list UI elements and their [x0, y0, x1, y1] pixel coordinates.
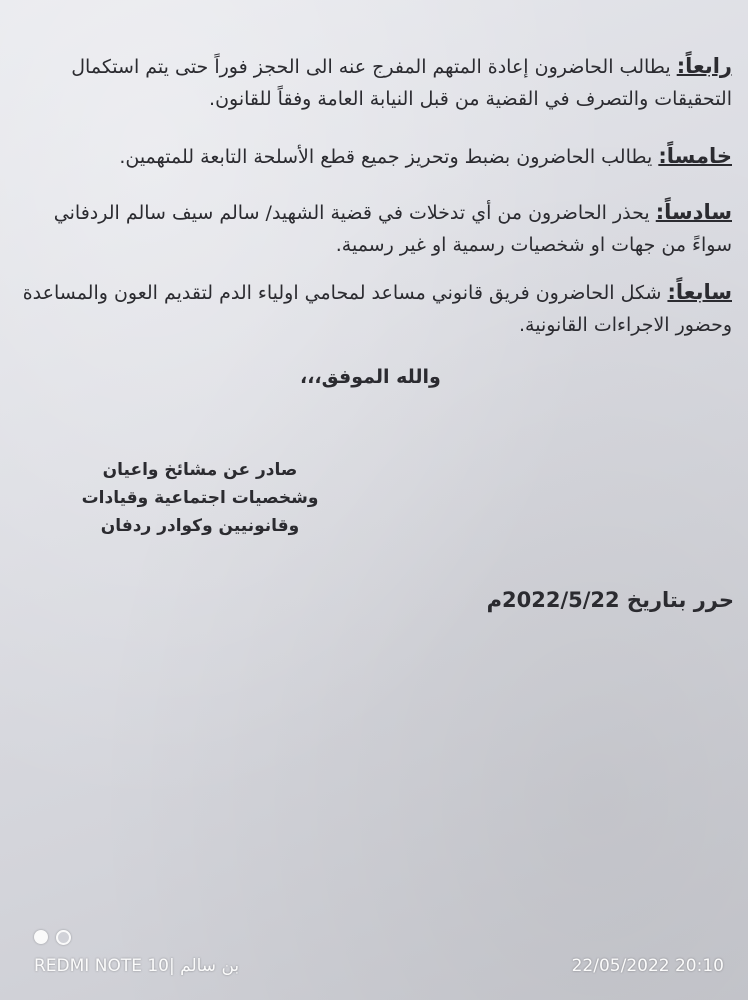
photo-timestamp: 22/05/2022 20:10	[571, 956, 724, 976]
paragraph-sixth	[14, 196, 732, 261]
closing-phrase: والله الموفق،،،	[300, 366, 441, 388]
paragraph-sixth-heading: سادساً:	[655, 200, 732, 224]
paragraph-seventh-text: شكل الحاضرون فريق قانوني مساعد لمحامي اولياء الدم لتقديم العون والمساعدة وحضور الاجراءات القانونية.	[22, 282, 732, 336]
document-date: حرر بتاريخ 2022/5/22م	[486, 588, 734, 612]
signature-line: صادر عن مشائخ واعيان	[102, 460, 298, 480]
paragraph-fifth	[14, 140, 732, 173]
signature-block	[70, 456, 330, 540]
paragraph-fifth-text: يطالب الحاضرون بضبط وتحريز جميع قطع الأسلحة التابعة للمتهمين.	[119, 146, 659, 168]
paragraph-fourth-text: يطالب الحاضرون إعادة المتهم المفرج عنه الى الحجز فوراً حتى يتم استكمال التحقيقات والتصرف في القضية من قبل النيابة العامة وفقاً للقانون.	[71, 56, 732, 110]
paragraph-fourth-heading: رابعاً:	[676, 54, 732, 78]
paragraph-fifth-heading: خامساً:	[658, 144, 732, 168]
signature-line: وشخصيات اجتماعية وقيادات	[81, 488, 319, 508]
hollow-dot-icon	[56, 930, 71, 945]
signature-line: وقانونيين وكوادر ردفان	[100, 516, 300, 536]
filled-dot-icon	[34, 930, 48, 944]
photo-watermark	[34, 950, 724, 984]
device-label: REDMI NOTE 10| بن سالم	[34, 956, 240, 976]
paragraph-seventh	[14, 276, 732, 341]
paragraph-fourth	[14, 50, 732, 115]
paragraph-sixth-text: يحذر الحاضرون من أي تدخلات في قضية الشهيد/ سالم سيف سالم الردفاني سواءً من جهات او شخصيات رسمية او غير رسمية.	[53, 202, 732, 256]
paragraph-seventh-heading: سابعاً:	[667, 280, 732, 304]
